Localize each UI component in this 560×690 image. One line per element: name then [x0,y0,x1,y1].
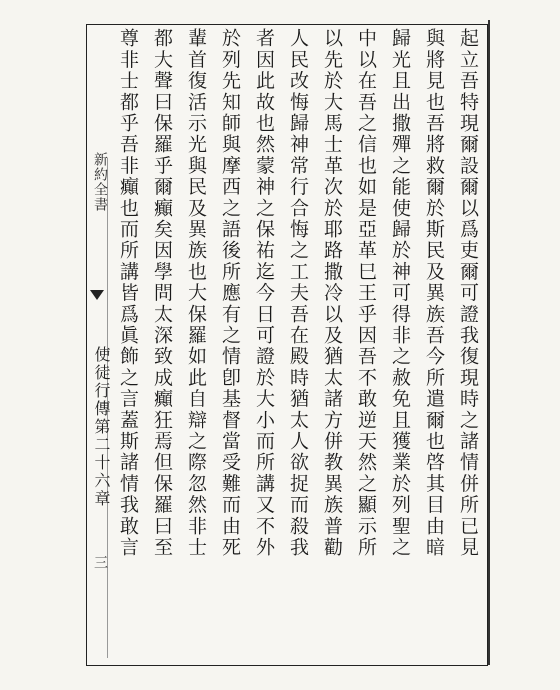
text-column: 人民改悔歸神常行合悔之工夫吾在殿時猶太人欲捉而殺我 [287,28,309,558]
margin-chapter-title: 使徒行傳第二十六章 [92,346,111,508]
text-column: 中以在吾之信也如是亞革巳王乎因吾不敢逆天然之顯示所 [355,28,377,558]
text-column: 起立吾特現爾設爾以爲吏爾可證我復現時之諸情併所已見 [457,28,479,558]
text-column: 者因此故也然蒙神之保祐迄今日可證於大小而所講又不外 [253,28,275,558]
margin-book-title: 新約全書 [92,152,108,212]
text-column: 都大聲曰保羅乎爾癲矣因學問太深致成癲狂焉但保羅曰至 [151,28,173,558]
text-column: 歸光且出撒殫之能使歸於神可得非之赦免且獲業於列聖之 [389,28,411,558]
text-column: 與將見也吾將救爾於斯民及異族吾今所遣爾也啓其目由暗 [423,28,445,558]
page-number: 三 [92,555,108,569]
text-column: 輩首復活示光與民及異族也大保羅如此自辯之際忽然非士 [185,28,207,558]
text-column: 以先於大馬士革次於耶路撒冷以及猶太諸方併教異族普勸 [321,28,343,558]
frame-rule [488,20,490,665]
text-column: 尊非士都乎吾非癲也而所講皆爲眞飾之言蓋斯諸情我敢言 [117,28,139,558]
text-column: 於列先知師與摩西之語後所應有之情卽基督當受難而由死 [219,28,241,558]
